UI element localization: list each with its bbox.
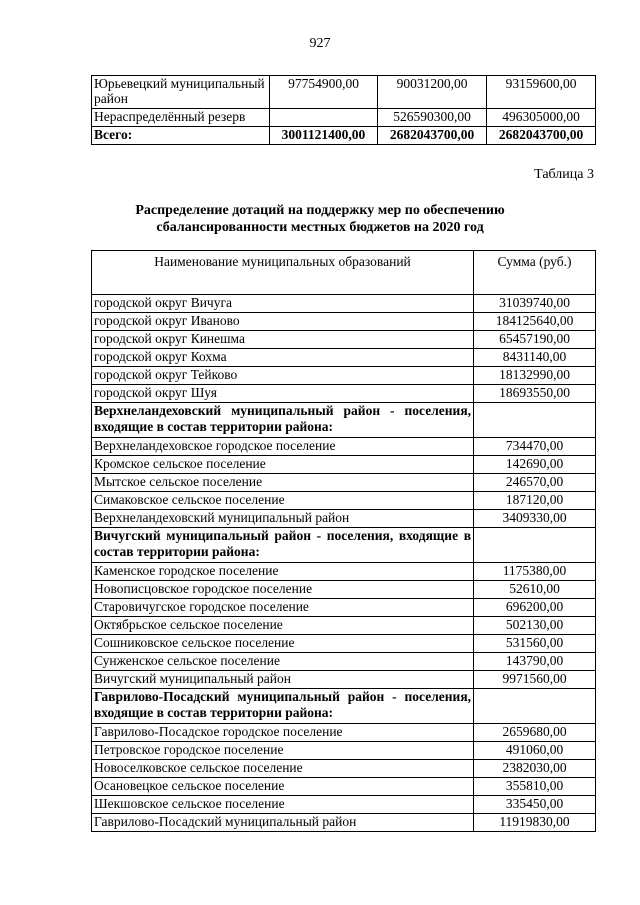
- page-number: 927: [309, 36, 331, 51]
- table-row: [92, 563, 596, 581]
- table-row: [92, 331, 596, 349]
- table-row: [92, 492, 596, 510]
- subsidy-amount: 335450,00: [474, 796, 596, 814]
- table-row: [92, 510, 596, 528]
- table-row: [92, 724, 596, 742]
- row-value-2: 526590300,00: [378, 109, 487, 127]
- subsidy-amount: 246570,00: [474, 474, 596, 492]
- title-line-1: Распределение дотаций на поддержку мер по обеспечению: [135, 203, 505, 218]
- municipality-name: Сошниковское сельское поселение: [92, 635, 474, 653]
- subsidy-amount: 355810,00: [474, 778, 596, 796]
- municipality-name: Каменское городское поселение: [92, 563, 474, 581]
- subsidy-amount: 143790,00: [474, 653, 596, 671]
- table-row: [92, 599, 596, 617]
- total-value-2: 2682043700,00: [378, 127, 487, 145]
- table-row: [92, 635, 596, 653]
- table-row: [92, 581, 596, 599]
- header-sum: Сумма (руб.): [474, 251, 596, 295]
- municipality-name: Октябрьское сельское поселение: [92, 617, 474, 635]
- subsidy-amount: 734470,00: [474, 438, 596, 456]
- municipality-name: Осановецкое сельское поселение: [92, 778, 474, 796]
- municipality-name: Сунженское сельское поселение: [92, 653, 474, 671]
- district-header-row: [92, 528, 596, 563]
- subsidy-amount: 11919830,00: [474, 814, 596, 832]
- subsidy-amount: 52610,00: [474, 581, 596, 599]
- table-row: [92, 617, 596, 635]
- table-row: [92, 438, 596, 456]
- table-row: [92, 742, 596, 760]
- subsidy-amount: 18693550,00: [474, 385, 596, 403]
- municipality-name: Старовичугское городское поселение: [92, 599, 474, 617]
- subsidy-amount: 142690,00: [474, 456, 596, 474]
- subsidy-amount: 184125640,00: [474, 313, 596, 331]
- subsidy-amount: [474, 403, 596, 438]
- table-row: [92, 349, 596, 367]
- municipality-name: городской округ Шуя: [92, 385, 474, 403]
- district-header-row: [92, 689, 596, 724]
- row-value-3: 496305000,00: [487, 109, 596, 127]
- table-row: [92, 653, 596, 671]
- subsidy-amount: 31039740,00: [474, 295, 596, 313]
- municipality-name: городской округ Вичуга: [92, 295, 474, 313]
- municipality-name: Петровское городское поселение: [92, 742, 474, 760]
- municipality-name: городской округ Иваново: [92, 313, 474, 331]
- subsidy-amount: [474, 528, 596, 563]
- municipality-name: городской округ Кинешма: [92, 331, 474, 349]
- municipality-name: Мытское сельское поселение: [92, 474, 474, 492]
- row-name: Нераспределённый резерв: [92, 109, 270, 127]
- row-name: Юрьевецкий муниципальный район: [92, 76, 270, 109]
- total-value-1: 3001121400,00: [270, 127, 378, 145]
- municipality-name: Новописцовское городское поселение: [92, 581, 474, 599]
- header-name: Наименование муниципальных образований: [92, 251, 474, 295]
- budget-summary-table: [91, 75, 596, 145]
- municipality-name: Гаврилово-Посадский муниципальный район - поселения, входящие в состав территории района:: [92, 689, 474, 724]
- municipality-name: городской округ Кохма: [92, 349, 474, 367]
- municipality-name: Гаврилово-Посадское городское поселение: [92, 724, 474, 742]
- municipality-name: Верхнеландеховский муниципальный район: [92, 510, 474, 528]
- table-row: [92, 313, 596, 331]
- municipality-name: городской округ Тейково: [92, 367, 474, 385]
- table-row: [92, 109, 596, 127]
- table-row: [92, 385, 596, 403]
- total-label: Всего:: [92, 127, 270, 145]
- municipality-name: Кромское сельское поселение: [92, 456, 474, 474]
- municipality-name: Верхнеландеховский муниципальный район - поселения, входящие в состав территории района:: [92, 403, 474, 438]
- table-row: [92, 760, 596, 778]
- table-row: [92, 796, 596, 814]
- subsidy-amount: [474, 689, 596, 724]
- subsidy-amount: 531560,00: [474, 635, 596, 653]
- table-label: Таблица 3: [534, 167, 594, 182]
- municipality-name: Вичугский муниципальный район - поселения, входящие в состав территории района:: [92, 528, 474, 563]
- subsidy-amount: 8431140,00: [474, 349, 596, 367]
- subsidy-distribution-table: [91, 250, 596, 832]
- subsidy-amount: 2659680,00: [474, 724, 596, 742]
- municipality-name: Новоселковское сельское поселение: [92, 760, 474, 778]
- district-header-row: [92, 403, 596, 438]
- table-row: [92, 671, 596, 689]
- municipality-name: Гаврилово-Посадский муниципальный район: [92, 814, 474, 832]
- subsidy-amount: 502130,00: [474, 617, 596, 635]
- table-row: [92, 76, 596, 109]
- table-row: [92, 814, 596, 832]
- table-row: [92, 367, 596, 385]
- subsidy-amount: 3409330,00: [474, 510, 596, 528]
- subsidy-amount: 1175380,00: [474, 563, 596, 581]
- subsidy-amount: 65457190,00: [474, 331, 596, 349]
- row-value-2: 90031200,00: [378, 76, 487, 109]
- table-header: [92, 251, 596, 295]
- row-value-1: 97754900,00: [270, 76, 378, 109]
- total-row: [92, 127, 596, 145]
- table-row: [92, 474, 596, 492]
- municipality-name: Верхнеландеховское городское поселение: [92, 438, 474, 456]
- row-value-1: [270, 109, 378, 127]
- row-value-3: 93159600,00: [487, 76, 596, 109]
- title-line-2: сбалансированности местных бюджетов на 2020 год: [156, 220, 484, 235]
- table-row: [92, 778, 596, 796]
- municipality-name: Симаковское сельское поселение: [92, 492, 474, 510]
- subsidy-amount: 491060,00: [474, 742, 596, 760]
- document-title: [0, 202, 640, 236]
- municipality-name: Шекшовское сельское поселение: [92, 796, 474, 814]
- table-row: [92, 456, 596, 474]
- subsidy-amount: 18132990,00: [474, 367, 596, 385]
- subsidy-amount: 696200,00: [474, 599, 596, 617]
- subsidy-amount: 187120,00: [474, 492, 596, 510]
- subsidy-amount: 2382030,00: [474, 760, 596, 778]
- municipality-name: Вичугский муниципальный район: [92, 671, 474, 689]
- table-row: [92, 295, 596, 313]
- subsidy-amount: 9971560,00: [474, 671, 596, 689]
- total-value-3: 2682043700,00: [487, 127, 596, 145]
